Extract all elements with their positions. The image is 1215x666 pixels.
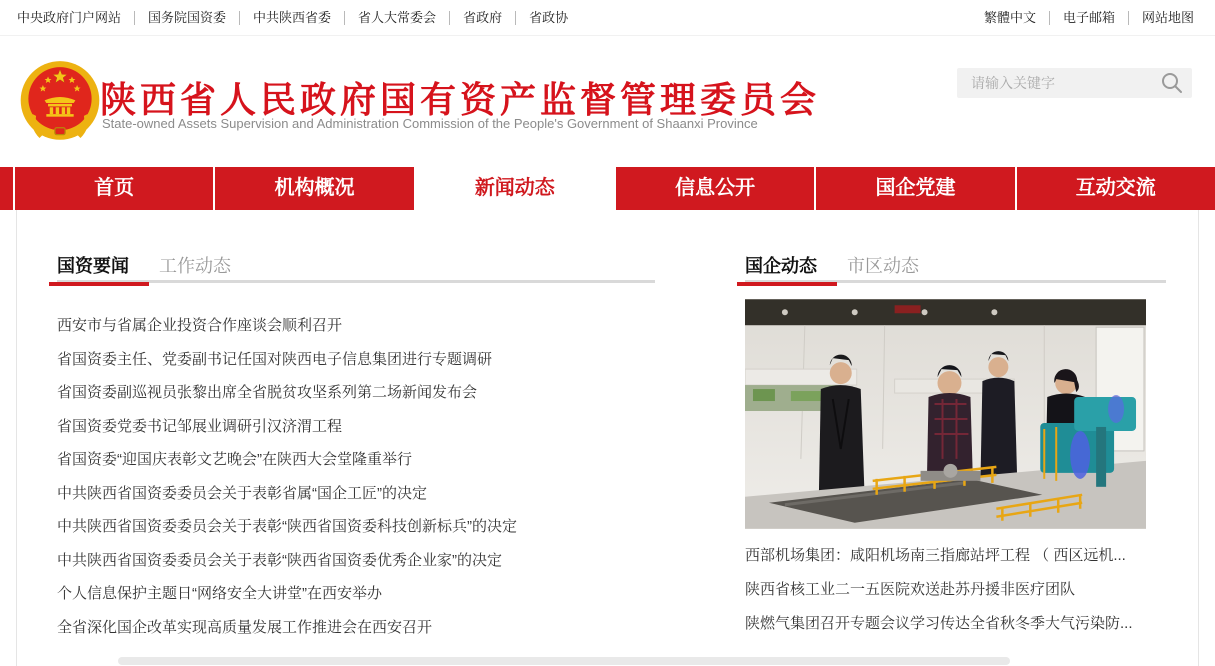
news-item[interactable]: 省国资委“迎国庆表彰文艺晚会”在陕西大会堂隆重举行 (57, 451, 412, 468)
topbar-right-links (971, 11, 1207, 25)
right-section-tabs (745, 252, 1166, 283)
search-box (957, 68, 1192, 98)
news-item[interactable]: 全省深化国企改革实现高质量发展工作推进会在西安召开 (57, 618, 433, 636)
news-item[interactable]: 个人信息保护主题日“网络安全大讲堂”在西安举办 (57, 585, 382, 602)
nav-tab-info[interactable]: 信息公开 (614, 167, 814, 210)
content-area (16, 210, 1199, 666)
news-item[interactable]: 陕燃气集团召开专题会议学习传达全省秋冬季大气污染防... (745, 615, 1133, 632)
main-nav (0, 167, 1215, 210)
nav-tab-home[interactable]: 首页 (13, 167, 213, 210)
news-item[interactable]: 省国资委党委书记邹展业调研引汉济渭工程 (57, 417, 343, 435)
national-emblem-icon (16, 56, 104, 150)
site-subtitle: State-owned Assets Supervision and Administration Commission of the People's Government of Shaanxi Province (102, 116, 758, 131)
topbar-link[interactable]: 网站地图 (1128, 11, 1207, 25)
topbar-left-links (4, 11, 581, 25)
nav-tab-party[interactable]: 国企党建 (814, 167, 1014, 210)
topbar-link[interactable]: 省人大常委会 (344, 11, 449, 25)
right-news-list (745, 539, 1166, 641)
news-item[interactable]: 省国资委主任、党委副书记任国对陕西电子信息集团进行专题调研 (57, 350, 493, 368)
tab-guoqi-dongtai[interactable]: 国企动态 (745, 252, 817, 283)
tab-guozi-yaowen[interactable]: 国资要闻 (57, 252, 129, 283)
topbar-link[interactable]: 繁體中文 (983, 9, 1036, 25)
site-header (0, 36, 1215, 167)
topbar (0, 0, 1215, 36)
news-column-left (57, 252, 655, 644)
news-column-right (745, 252, 1166, 644)
site-title: 陕西省人民政府国有资产监督管理委员会 (100, 79, 821, 120)
search-input[interactable] (957, 75, 1160, 91)
news-item[interactable]: 中共陕西省国资委委员会关于表彰“陕西省国资委科技创新标兵”的决定 (57, 518, 517, 535)
news-item[interactable]: 西部机场集团：咸阳机场南三指廊站坪工程 （ 西区远机... (745, 547, 1126, 564)
nav-tab-interact[interactable]: 互动交流 (1015, 167, 1215, 210)
left-section-tabs (57, 252, 655, 283)
news-item[interactable]: 陕西省核工业二一五医院欢送赴苏丹援非医疗团队 (745, 581, 1076, 598)
tab-shiqu-dongtai[interactable]: 市区动态 (847, 256, 919, 276)
nav-tab-about[interactable]: 机构概况 (213, 167, 413, 210)
news-item[interactable]: 省国资委副巡视员张黎出席全省脱贫攻坚系列第二场新闻发布会 (57, 384, 478, 401)
topbar-link[interactable]: 国务院国资委 (134, 11, 239, 25)
topbar-link[interactable]: 中共陕西省委 (239, 11, 344, 25)
topbar-link[interactable]: 电子邮箱 (1049, 11, 1128, 25)
nav-tab-news[interactable]: 新闻动态 (414, 167, 614, 210)
topbar-link[interactable]: 省政协 (515, 11, 581, 25)
search-icon[interactable] (1160, 71, 1184, 95)
topbar-link[interactable]: 中央政府门户网站 (17, 9, 122, 25)
left-news-list (57, 309, 655, 644)
news-item[interactable]: 中共陕西省国资委委员会关于表彰“陕西省国资委优秀企业家”的决定 (57, 551, 502, 569)
news-item[interactable]: 西安市与省属企业投资合作座谈会顺利召开 (57, 317, 343, 334)
topbar-link[interactable]: 省政府 (449, 11, 515, 25)
news-photo[interactable] (745, 299, 1146, 529)
horizontal-scrollbar[interactable] (118, 657, 1010, 665)
news-item[interactable]: 中共陕西省国资委委员会关于表彰省属“国企工匠”的决定 (57, 484, 427, 502)
tab-gongzuo-dongtai[interactable]: 工作动态 (159, 256, 231, 276)
